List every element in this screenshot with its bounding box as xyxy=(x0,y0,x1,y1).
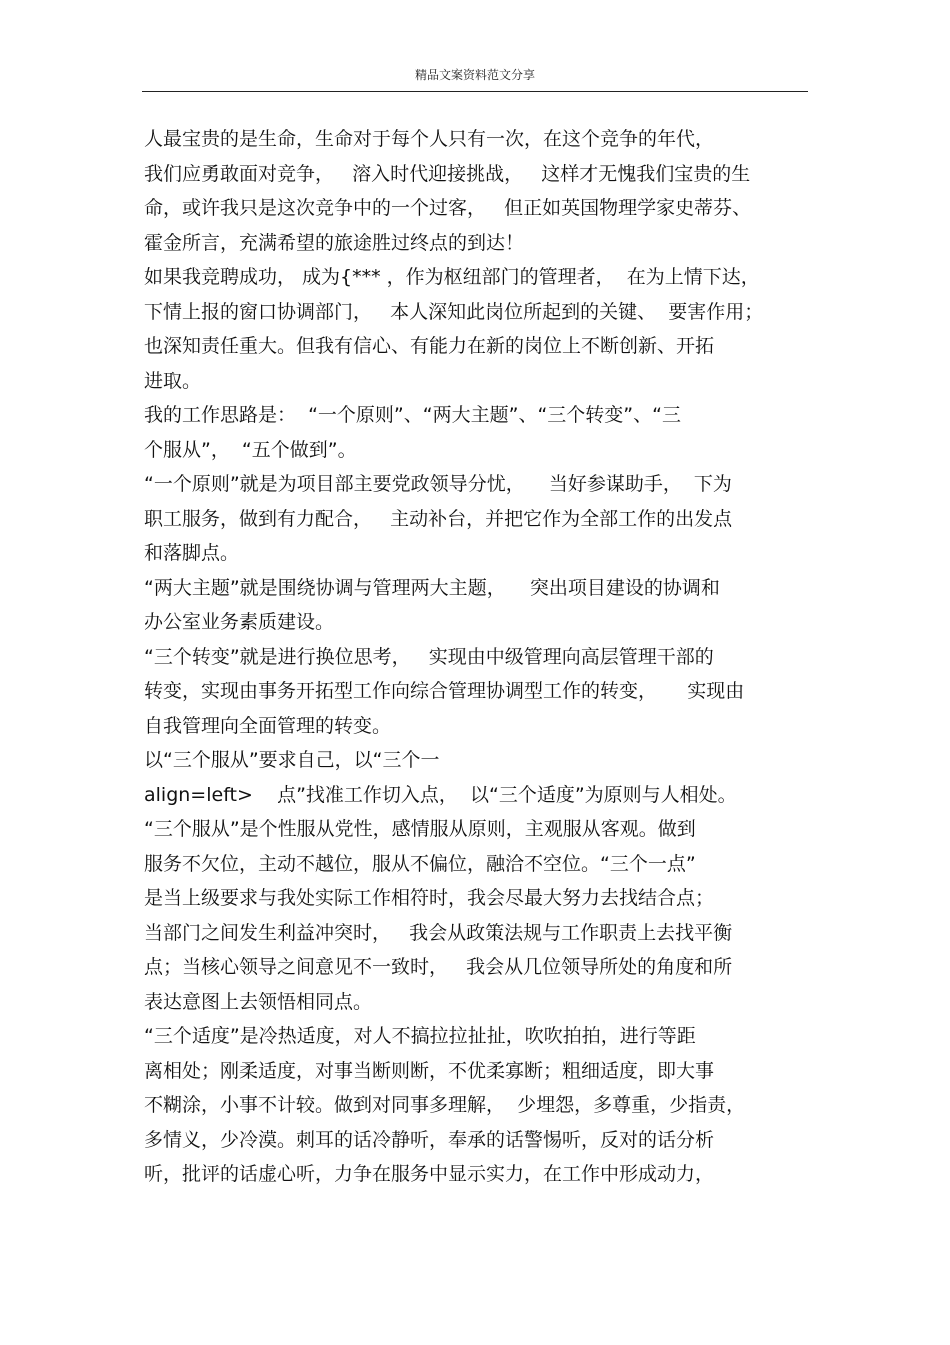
header-divider xyxy=(142,91,808,92)
text-line: 不糊涂，小事不计较。做到对同事多理解， 少埋怨，多尊重，少指责， xyxy=(144,1094,746,1116)
text-line: 是当上级要求与我处实际工作相符时，我会尽最大努力去找结合点； xyxy=(144,887,715,909)
text-line: 也深知责任重大。但我有信心、有能力在新的岗位上不断创新、开拓 xyxy=(144,335,715,357)
text-line: “三个转变”就是进行换位思考， 实现由中级管理向高层管理干部的 xyxy=(144,645,714,668)
page-header-title: 精品文案资料范文分享 xyxy=(414,68,535,82)
text-line: 服务不欠位，主动不越位，服从不偏位，融洽不空位。“三个一点” xyxy=(144,852,696,875)
text-line: 点；当核心领导之间意见不一致时， 我会从几位领导所处的角度和所 xyxy=(144,956,733,978)
text-line: 人最宝贵的是生命，生命对于每个人只有一次，在这个竞争的年代， xyxy=(144,128,715,150)
text-line: 多情义，少冷漠。刺耳的话冷静听，奉承的话警惕听，反对的话分析 xyxy=(144,1128,715,1151)
text-line: “一个原则”就是为项目部主要党政领导分忧， 当好参谋助手， 下为 xyxy=(144,473,732,495)
text-line: 霍金所言，充满希望的旅途胜过终点的到达！ xyxy=(144,231,525,254)
text-line: 离相处；刚柔适度，对事当断则断，不优柔寡断；粗细适度，即大事 xyxy=(144,1059,715,1082)
text-line: “三个适度”是冷热适度，对人不搞拉拉扯扯，吹吹拍拍，进行等距 xyxy=(144,1025,696,1047)
text-line: 以“三个服从”要求自己，以“三个一 xyxy=(144,749,440,771)
text-line: 当部门之间发生利益冲突时， 我会从政策法规与工作职责上去找平衡 xyxy=(144,921,733,944)
text-line: 我的工作思路是： “一个原则”、“两大主题”、“三个转变”、“三 xyxy=(144,404,681,426)
text-line: 办公室业务素质建设。 xyxy=(144,611,335,633)
text-line: “两大主题”就是围绕协调与管理两大主题， 突出项目建设的协调和 xyxy=(144,576,720,599)
text-line: 转变，实现由事务开拓型工作向综合管理协调型工作的转变， 实现由 xyxy=(144,680,745,702)
text-line: 表达意图上去领悟相同点。 xyxy=(144,990,373,1013)
text-line: 自我管理向全面管理的转变。 xyxy=(144,714,392,737)
text-line: 我们应勇敢面对竞争， 溶入时代迎接挑战， 这样才无愧我们宝贵的生 xyxy=(144,162,751,185)
text-line: 如果我竞聘成功， 成为{*** ，作为枢纽部门的管理者， 在为上情下达， xyxy=(144,266,760,288)
text-line: 进取。 xyxy=(144,369,202,392)
document-body xyxy=(144,122,814,1192)
text-line: 个服从”， “五个做到”。 xyxy=(144,438,357,461)
text-line: “三个服从”是个性服从党性，感情服从原则，主观服从客观。做到 xyxy=(144,818,696,840)
text-line: 命，或许我只是这次竞争中的一个过客， 但正如英国物理学家史蒂芬、 xyxy=(144,197,752,219)
text-line: 职工服务，做到有力配合， 主动补台，并把它作为全部工作的出发点 xyxy=(144,507,733,530)
text-line: align=left> 点”找准工作切入点， 以“三个适度”为原则与人相处。 xyxy=(144,783,737,806)
text-line: 听，批评的话虚心听，力争在服务中显示实力，在工作中形成动力， xyxy=(144,1163,715,1185)
text-line: 下情上报的窗口协调部门， 本人深知此岗位所起到的关键、 要害作用； xyxy=(144,300,764,323)
text-line: 和落脚点。 xyxy=(144,542,240,564)
